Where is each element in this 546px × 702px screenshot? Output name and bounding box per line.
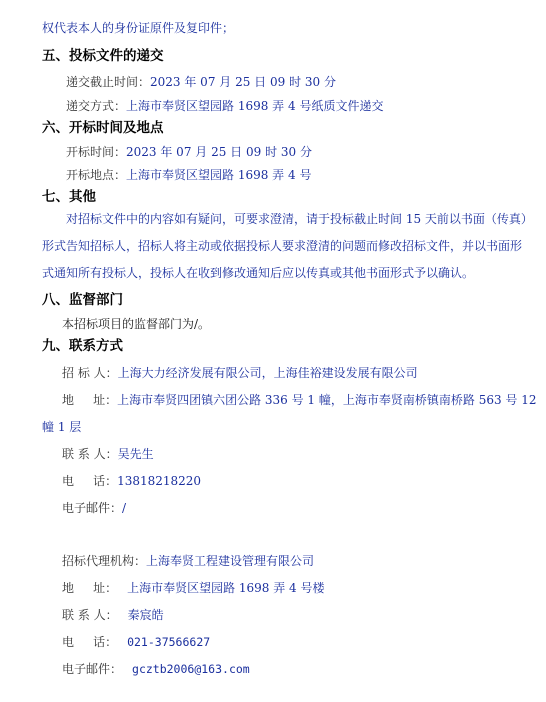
opening-time-row xyxy=(66,144,312,160)
tenderer-phone-value: 13818218220 xyxy=(117,474,202,488)
opening-time-label: 开标时间： xyxy=(66,145,127,159)
tenderer-email-value: / xyxy=(122,501,127,515)
tenderer-address-value-line1: 上海市奉贤四团镇六团公路 336 号 1 幢，上海市奉贤南桥镇南桥路 563 号 12 xyxy=(117,393,537,407)
tenderer-phone-row xyxy=(62,473,201,489)
opening-place-label: 开标地点： xyxy=(66,168,127,182)
submission-deadline-row xyxy=(66,74,336,90)
section7-heading: 七、其他 xyxy=(42,189,96,205)
agent-email-label: 电子邮件： xyxy=(62,662,123,676)
agent-phone-label: 电 话： xyxy=(62,635,118,649)
agent-contact-label: 联 系 人： xyxy=(62,608,118,622)
supervision-text: 本招标项目的监督部门为/。 xyxy=(62,317,211,331)
section8-heading: 八、监督部门 xyxy=(42,292,123,308)
agent-org-row xyxy=(62,553,314,569)
tenderer-address-label: 地 址： xyxy=(62,393,118,407)
tenderer-name-row xyxy=(62,365,418,381)
section7-paragraph-line1: 对招标文件中的内容如有疑问，可要求澄清，请于投标截止时间 15 天前以书面（传真） xyxy=(66,212,533,226)
agent-email-value[interactable]: gcztb2006@163.com xyxy=(132,662,250,676)
opening-time-value: 2023 年 07 月 25 日 09 时 30 分 xyxy=(126,145,312,159)
tenderer-email-row xyxy=(62,500,126,516)
tenderer-name-value: 上海大力经济发展有限公司，上海佳裕建设发展有限公司 xyxy=(117,366,418,380)
opening-place-row xyxy=(66,167,311,183)
agent-address-row xyxy=(62,580,325,596)
section9-heading: 九、联系方式 xyxy=(42,338,123,354)
section5-heading: 五、投标文件的递交 xyxy=(42,48,164,64)
submission-method-value: 上海市奉贤区望园路 1698 弄 4 号纸质文件递交 xyxy=(126,99,384,113)
agent-phone-value: 021-37566627 xyxy=(127,635,211,649)
section7-paragraph-line3: 式通知所有投标人，投标人在收到修改通知后应以传真或其他书面形式予以确认。 xyxy=(42,266,475,280)
submission-method-row xyxy=(66,98,383,114)
tenderer-phone-label: 电 话： xyxy=(62,474,118,488)
submission-method-label: 递交方式： xyxy=(66,99,127,113)
tenderer-email-label: 电子邮件： xyxy=(62,501,123,515)
tenderer-name-label: 招 标 人： xyxy=(62,366,118,380)
tenderer-contact-value: 吴先生 xyxy=(117,447,154,461)
submission-deadline-label: 递交截止时间： xyxy=(66,75,151,89)
agent-phone-row xyxy=(62,634,210,650)
agent-email-row xyxy=(62,661,250,677)
tenderer-contact-row xyxy=(62,446,154,462)
top-continuation-text: 权代表本人的身份证原件及复印件； xyxy=(42,21,235,35)
tenderer-contact-label: 联 系 人： xyxy=(62,447,118,461)
agent-contact-row xyxy=(62,607,164,623)
section7-paragraph-line2: 形式告知招标人，招标人将主动或依据投标人要求澄清的问题而修改招标文件，并以书面形 xyxy=(42,239,523,253)
agent-address-value: 上海市奉贤区望园路 1698 弄 4 号楼 xyxy=(127,581,325,595)
agent-org-label: 招标代理机构： xyxy=(62,554,147,568)
tenderer-address-row xyxy=(62,392,537,408)
agent-org-value: 上海奉贤工程建设管理有限公司 xyxy=(146,554,315,568)
section6-heading: 六、开标时间及地点 xyxy=(42,120,164,136)
submission-deadline-value: 2023 年 07 月 25 日 09 时 30 分 xyxy=(150,75,336,89)
opening-place-value: 上海市奉贤区望园路 1698 弄 4 号 xyxy=(126,168,312,182)
agent-address-label: 地 址： xyxy=(62,581,118,595)
agent-contact-value: 秦宸皓 xyxy=(127,608,164,622)
tenderer-address-value-line2: 幢 1 层 xyxy=(42,420,82,434)
